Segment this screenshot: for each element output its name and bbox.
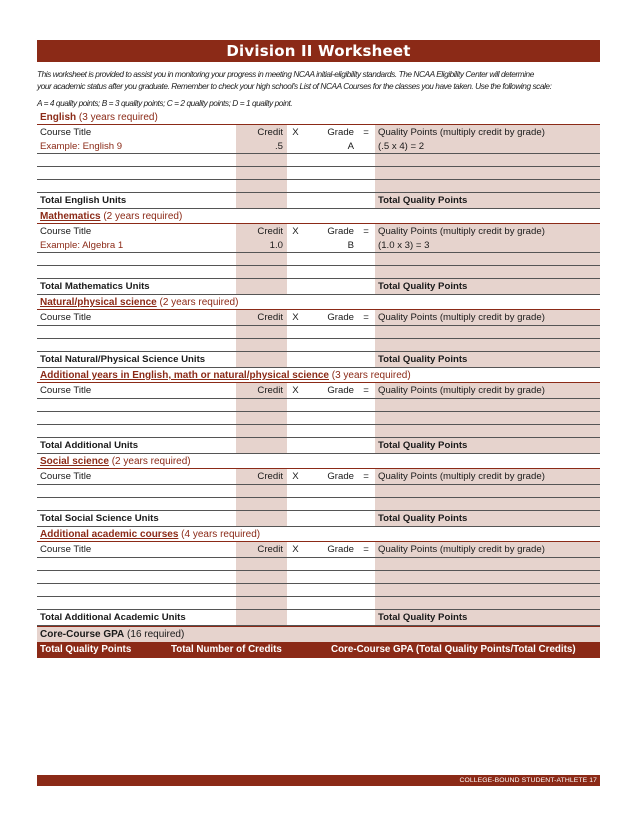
- credit-input[interactable]: [236, 571, 287, 583]
- credit-header-label: Credit: [257, 226, 283, 237]
- section-label: [37, 295, 600, 310]
- grade-input[interactable]: [304, 571, 357, 583]
- grade-header-label: Grade: [327, 226, 354, 237]
- equals-cell: [357, 425, 375, 437]
- section-label: [37, 454, 600, 469]
- multiply-header: [287, 469, 304, 484]
- equals-cell: [357, 339, 375, 351]
- total-units-label: Total Additional Units: [40, 440, 139, 451]
- equals-cell: [357, 571, 375, 583]
- equals-header-label: =: [363, 312, 369, 323]
- page-footer: COLLEGE-BOUND STUDENT-ATHLETE 17: [37, 775, 600, 786]
- blank-entry-row: [37, 253, 600, 266]
- multiply-cell: [287, 485, 304, 497]
- multiply-cell: [287, 253, 304, 265]
- credit-input[interactable]: [236, 412, 287, 424]
- multiply-header: [287, 224, 304, 252]
- grade-header: [304, 125, 357, 153]
- quality-points-header: [375, 383, 600, 398]
- total-row: [37, 610, 600, 626]
- quality-points-input[interactable]: [375, 167, 600, 179]
- gpa-formula: Core-Course GPA (Total Quality Points/Total Credits): [331, 644, 576, 655]
- credit-input[interactable]: [236, 399, 287, 411]
- worksheet-table: [37, 110, 600, 658]
- credit-header: [236, 542, 287, 557]
- course-title-header-label: Course Title: [40, 544, 92, 555]
- total-row: [37, 193, 600, 209]
- credit-input[interactable]: [236, 558, 287, 570]
- equals-cell: [357, 584, 375, 596]
- grade-input[interactable]: [304, 558, 357, 570]
- credit-input[interactable]: [236, 485, 287, 497]
- equals-header-label: =: [363, 385, 369, 396]
- credit-input[interactable]: [236, 498, 287, 510]
- total-spacer: [287, 610, 375, 625]
- quality-points-header: [375, 125, 600, 153]
- quality-points-header-label: Quality Points (multiply credit by grade): [378, 471, 545, 482]
- multiply-cell: [287, 339, 304, 351]
- section-label: [37, 527, 600, 542]
- multiply-cell: [287, 597, 304, 609]
- section-name: Mathematics: [40, 211, 101, 222]
- intro-text: [37, 68, 602, 109]
- example-qp: (1.0 x 3) = 3: [378, 240, 430, 251]
- course-title-header-label: Course Title: [40, 471, 92, 482]
- multiply-header-label: X: [292, 226, 299, 237]
- multiply-cell: [287, 266, 304, 278]
- grade-input[interactable]: [304, 266, 357, 278]
- total-spacer: [287, 511, 375, 526]
- course-title-input[interactable]: [37, 425, 236, 437]
- blank-entry-row: [37, 498, 600, 511]
- grade-input[interactable]: [304, 167, 357, 179]
- grade-scale: A = 4 quality points; B = 3 quality points; C = 2 quality points; D = 1 quality point.: [37, 98, 293, 108]
- course-title-input[interactable]: [37, 253, 236, 265]
- multiply-header-label: X: [292, 471, 299, 482]
- course-title-header: [37, 125, 236, 153]
- section-label: [37, 209, 600, 224]
- quality-points-input[interactable]: [375, 339, 600, 351]
- example-credit: .5: [274, 141, 283, 152]
- credit-input[interactable]: [236, 253, 287, 265]
- equals-header: [357, 224, 375, 252]
- blank-entry-row: [37, 571, 600, 584]
- column-header-row: [37, 542, 600, 558]
- quality-points-input[interactable]: [375, 266, 600, 278]
- blank-entry-row: [37, 558, 600, 571]
- grade-input[interactable]: [304, 584, 357, 596]
- quality-points-input[interactable]: [375, 558, 600, 570]
- total-quality-points-label: Total Quality Points: [375, 511, 600, 526]
- course-title-input[interactable]: [37, 339, 236, 351]
- course-title-header-label: Course Title: [40, 312, 92, 323]
- multiply-cell: [287, 498, 304, 510]
- quality-points-input[interactable]: [375, 584, 600, 596]
- grade-input[interactable]: [304, 253, 357, 265]
- grade-input[interactable]: [304, 326, 357, 338]
- multiply-header-label: X: [292, 544, 299, 555]
- quality-points-header-label: Quality Points (multiply credit by grade): [378, 127, 545, 138]
- equals-header-label: =: [363, 127, 369, 138]
- equals-cell: [357, 180, 375, 192]
- grade-input[interactable]: [304, 399, 357, 411]
- grade-input[interactable]: [304, 339, 357, 351]
- course-title-header-label: Course Title: [40, 226, 92, 237]
- multiply-cell: [287, 412, 304, 424]
- quality-points-header: [375, 224, 600, 252]
- equals-cell: [357, 399, 375, 411]
- blank-entry-row: [37, 154, 600, 167]
- core-gpa-label-row: [37, 626, 600, 642]
- equals-cell: [357, 154, 375, 166]
- credit-input[interactable]: [236, 167, 287, 179]
- multiply-header: [287, 542, 304, 557]
- total-units-label: Total Additional Academic Units: [40, 612, 186, 623]
- equals-header: [357, 542, 375, 557]
- blank-entry-row: [37, 584, 600, 597]
- equals-cell: [357, 498, 375, 510]
- course-title-input[interactable]: [37, 571, 236, 583]
- credit-header: [236, 224, 287, 252]
- total-spacer: [287, 279, 375, 294]
- section-name: Additional years in English, math or natural/physical science: [40, 370, 329, 381]
- credit-input[interactable]: [236, 180, 287, 192]
- grade-input[interactable]: [304, 597, 357, 609]
- total-spacer: [287, 438, 375, 453]
- gpa-total-quality-points: Total Quality Points: [40, 644, 132, 655]
- course-title-header: [37, 310, 236, 325]
- equals-header: [357, 383, 375, 398]
- multiply-header-label: X: [292, 312, 299, 323]
- credit-input[interactable]: [236, 154, 287, 166]
- worksheet-title: Division II Worksheet: [37, 40, 600, 62]
- section-name: English: [40, 112, 77, 123]
- section-name: Social science: [40, 456, 109, 467]
- total-quality-points-label: Total Quality Points: [375, 352, 600, 367]
- blank-entry-row: [37, 339, 600, 352]
- quality-points-header: [375, 542, 600, 557]
- quality-points-input[interactable]: [375, 498, 600, 510]
- course-title-input[interactable]: [37, 266, 236, 278]
- section-requirement: (3 years required): [328, 370, 411, 381]
- total-quality-points-label: Total Quality Points: [375, 610, 600, 625]
- total-row: [37, 279, 600, 295]
- credit-input[interactable]: [236, 326, 287, 338]
- quality-points-header-label: Quality Points (multiply credit by grade): [378, 312, 545, 323]
- example-title: Example: English 9: [40, 141, 123, 152]
- multiply-header-label: X: [292, 385, 299, 396]
- section-requirement: (2 years required): [108, 456, 191, 467]
- core-gpa-summary-bar: [37, 642, 600, 658]
- quality-points-input[interactable]: [375, 326, 600, 338]
- multiply-header: [287, 310, 304, 325]
- blank-entry-row: [37, 425, 600, 438]
- course-title-input[interactable]: [37, 485, 236, 497]
- course-title-header: [37, 224, 236, 252]
- multiply-header: [287, 383, 304, 398]
- total-quality-points-label: Total Quality Points: [375, 279, 600, 294]
- section-label: [37, 110, 600, 125]
- equals-header-label: =: [363, 226, 369, 237]
- multiply-cell: [287, 399, 304, 411]
- credit-header-label: Credit: [257, 312, 283, 323]
- example-title: Example: Algebra 1: [40, 240, 124, 251]
- quality-points-input[interactable]: [375, 571, 600, 583]
- total-units-input[interactable]: [236, 352, 287, 367]
- multiply-cell: [287, 180, 304, 192]
- grade-header-label: Grade: [327, 312, 354, 323]
- multiply-header-label: X: [292, 127, 299, 138]
- blank-entry-row: [37, 180, 600, 193]
- quality-points-header: [375, 469, 600, 484]
- blank-entry-row: [37, 597, 600, 610]
- blank-entry-row: [37, 399, 600, 412]
- equals-cell: [357, 167, 375, 179]
- section-requirement: (2 years required): [100, 211, 183, 222]
- grade-header-label: Grade: [327, 471, 354, 482]
- quality-points-input[interactable]: [375, 485, 600, 497]
- course-title-input[interactable]: [37, 584, 236, 596]
- section-name: Additional academic courses: [40, 529, 179, 540]
- total-row: [37, 511, 600, 527]
- course-title-input[interactable]: [37, 154, 236, 166]
- quality-points-input[interactable]: [375, 412, 600, 424]
- equals-header: [357, 125, 375, 153]
- course-title-input[interactable]: [37, 326, 236, 338]
- credit-header: [236, 310, 287, 325]
- course-title-header-label: Course Title: [40, 385, 92, 396]
- intro-line-2: your academic status after you graduate. Remember to check your high school's List of NCAA Courses for the classes you have taken. Use the following scale:: [37, 81, 552, 91]
- example-grade: A: [347, 141, 354, 152]
- course-title-header: [37, 542, 236, 557]
- total-units-input[interactable]: [236, 193, 287, 208]
- example-credit: 1.0: [269, 240, 283, 251]
- section-requirement: (3 years required): [76, 112, 158, 123]
- core-gpa-label: Core-Course GPA: [40, 629, 125, 640]
- course-title-input[interactable]: [37, 412, 236, 424]
- section-name: Natural/physical science: [40, 297, 157, 308]
- quality-points-input[interactable]: [375, 399, 600, 411]
- core-gpa-requirement: (16 required): [124, 629, 185, 640]
- grade-header-label: Grade: [327, 127, 354, 138]
- total-units-label: Total Mathematics Units: [40, 281, 150, 292]
- course-title-input[interactable]: [37, 597, 236, 609]
- grade-input[interactable]: [304, 412, 357, 424]
- credit-input[interactable]: [236, 425, 287, 437]
- credit-input[interactable]: [236, 597, 287, 609]
- total-quality-points-label: Total Quality Points: [375, 438, 600, 453]
- equals-cell: [357, 558, 375, 570]
- multiply-header: [287, 125, 304, 153]
- column-header-row: [37, 383, 600, 399]
- total-units-label: Total Social Science Units: [40, 513, 159, 524]
- equals-header-label: =: [363, 471, 369, 482]
- grade-header: [304, 310, 357, 325]
- course-title-input[interactable]: [37, 167, 236, 179]
- quality-points-header: [375, 310, 600, 325]
- grade-header-label: Grade: [327, 385, 354, 396]
- blank-entry-row: [37, 485, 600, 498]
- multiply-cell: [287, 571, 304, 583]
- blank-entry-row: [37, 412, 600, 425]
- multiply-cell: [287, 326, 304, 338]
- credit-header: [236, 469, 287, 484]
- quality-points-header-label: Quality Points (multiply credit by grade): [378, 385, 545, 396]
- equals-cell: [357, 253, 375, 265]
- total-units-input[interactable]: [236, 511, 287, 526]
- grade-header: [304, 383, 357, 398]
- multiply-cell: [287, 425, 304, 437]
- credit-header-label: Credit: [257, 544, 283, 555]
- total-units-input[interactable]: [236, 279, 287, 294]
- blank-entry-row: [37, 167, 600, 180]
- course-title-input[interactable]: [37, 399, 236, 411]
- total-units-label: Total Natural/Physical Science Units: [40, 354, 206, 365]
- example-grade: B: [347, 240, 354, 251]
- blank-entry-row: [37, 326, 600, 339]
- section-requirement: (4 years required): [178, 529, 261, 540]
- total-spacer: [287, 352, 375, 367]
- credit-header: [236, 383, 287, 398]
- credit-header-label: Credit: [257, 471, 283, 482]
- grade-header: [304, 542, 357, 557]
- equals-cell: [357, 597, 375, 609]
- quality-points-header-label: Quality Points (multiply credit by grade): [378, 544, 545, 555]
- course-title-input[interactable]: [37, 498, 236, 510]
- intro-line-1: This worksheet is provided to assist you in monitoring your progress in meeting NCAA initial-eligibility standards. The NCAA Eligibility Center will determine: [37, 69, 534, 79]
- example-qp: (.5 x 4) = 2: [378, 141, 425, 152]
- equals-header: [357, 310, 375, 325]
- total-units-label: Total English Units: [40, 195, 127, 206]
- course-title-input[interactable]: [37, 558, 236, 570]
- grade-input[interactable]: [304, 154, 357, 166]
- column-header-row: [37, 469, 600, 485]
- gpa-total-credits: Total Number of Credits: [171, 644, 282, 655]
- equals-header: [357, 469, 375, 484]
- multiply-cell: [287, 558, 304, 570]
- section-label: [37, 368, 600, 383]
- quality-points-input[interactable]: [375, 425, 600, 437]
- multiply-cell: [287, 154, 304, 166]
- grade-header: [304, 224, 357, 252]
- total-spacer: [287, 193, 375, 208]
- column-header-row: [37, 310, 600, 326]
- grade-input[interactable]: [304, 180, 357, 192]
- quality-points-input[interactable]: [375, 154, 600, 166]
- credit-input[interactable]: [236, 266, 287, 278]
- total-row: [37, 352, 600, 368]
- equals-cell: [357, 485, 375, 497]
- multiply-cell: [287, 584, 304, 596]
- blank-entry-row: [37, 266, 600, 279]
- equals-cell: [357, 412, 375, 424]
- equals-cell: [357, 326, 375, 338]
- section-requirement: (2 years required): [156, 297, 239, 308]
- course-title-header: [37, 469, 236, 484]
- total-quality-points-label: Total Quality Points: [375, 193, 600, 208]
- credit-input[interactable]: [236, 584, 287, 596]
- course-title-input[interactable]: [37, 180, 236, 192]
- grade-header: [304, 469, 357, 484]
- credit-header-label: Credit: [257, 385, 283, 396]
- quality-points-header-label: Quality Points (multiply credit by grade): [378, 226, 545, 237]
- credit-header-label: Credit: [257, 127, 283, 138]
- credit-input[interactable]: [236, 339, 287, 351]
- grade-input[interactable]: [304, 485, 357, 497]
- quality-points-input[interactable]: [375, 180, 600, 192]
- column-header-row: [37, 125, 600, 154]
- grade-header-label: Grade: [327, 544, 354, 555]
- grade-input[interactable]: [304, 498, 357, 510]
- column-header-row: [37, 224, 600, 253]
- total-units-input[interactable]: [236, 438, 287, 453]
- quality-points-input[interactable]: [375, 253, 600, 265]
- total-row: [37, 438, 600, 454]
- equals-cell: [357, 266, 375, 278]
- grade-input[interactable]: [304, 425, 357, 437]
- course-title-header: [37, 383, 236, 398]
- quality-points-input[interactable]: [375, 597, 600, 609]
- credit-header: [236, 125, 287, 153]
- multiply-cell: [287, 167, 304, 179]
- course-title-header-label: Course Title: [40, 127, 92, 138]
- equals-header-label: =: [363, 544, 369, 555]
- total-units-input[interactable]: [236, 610, 287, 625]
